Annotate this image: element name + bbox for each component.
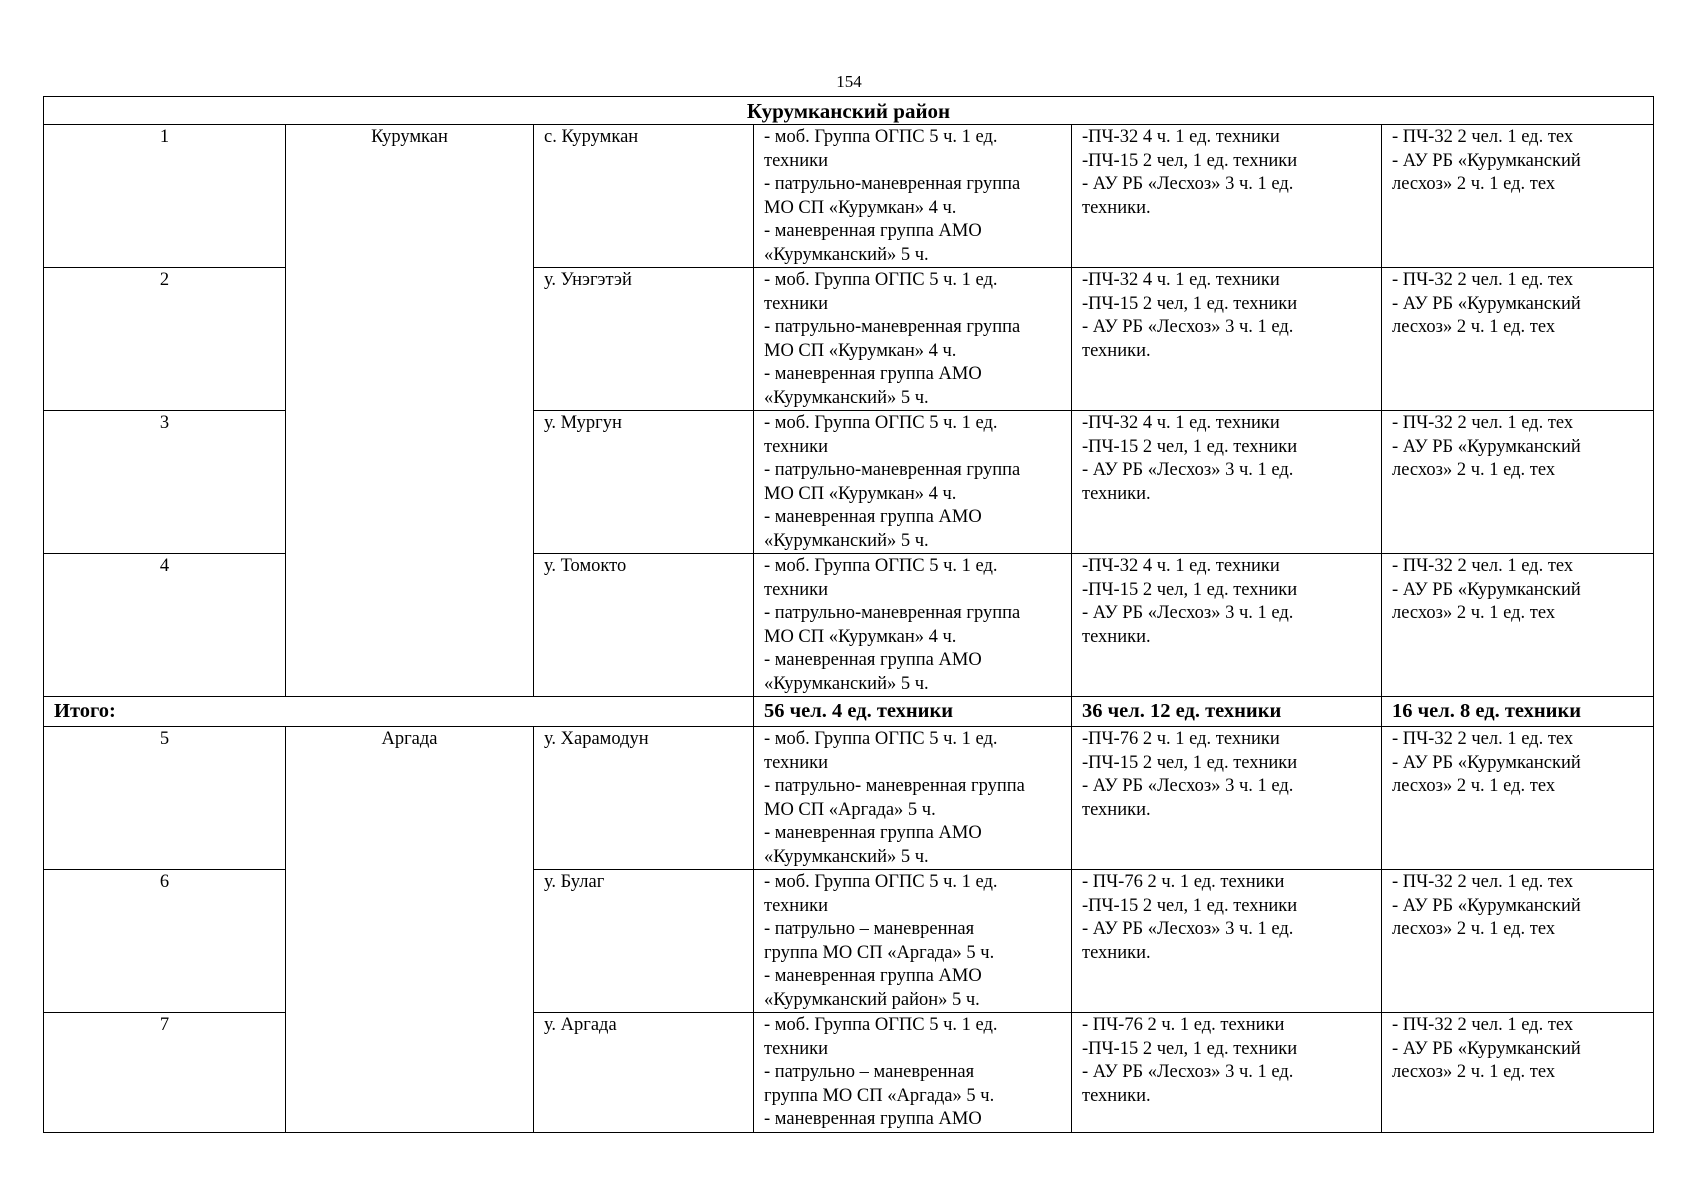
reserve-cell bbox=[1072, 125, 1382, 268]
table-row bbox=[44, 268, 1654, 411]
forces-line: - моб. Группа ОГПС 5 ч. 1 ед. bbox=[764, 729, 998, 749]
extra-line: - АУ РБ «Курумканский bbox=[1392, 752, 1581, 773]
reserve-line: -ПЧ-15 2 чел, 1 ед. техники bbox=[1082, 150, 1298, 171]
table-row bbox=[44, 727, 1654, 870]
reserve-line: - ПЧ-76 2 ч. 1 ед. техники bbox=[1082, 872, 1285, 892]
forces-line: техники bbox=[764, 579, 828, 600]
extra-line: - АУ РБ «Курумканский bbox=[1392, 579, 1581, 600]
reserve-line: - АУ РБ «Лесхоз» 3 ч. 1 ед. bbox=[1082, 460, 1294, 480]
reserve-line: техники. bbox=[1082, 799, 1151, 820]
reserve-line: -ПЧ-76 2 ч. 1 ед. техники bbox=[1082, 729, 1280, 749]
extra-line: лесхоз» 2 ч. 1 ед. тех bbox=[1392, 1062, 1556, 1082]
forces-line: техники bbox=[764, 293, 828, 314]
forces-cell bbox=[754, 125, 1072, 268]
extra-cell bbox=[1382, 1013, 1654, 1133]
locality-cell: с. Курумкан bbox=[534, 125, 754, 268]
extra-line: - АУ РБ «Курумканский bbox=[1392, 436, 1581, 457]
forces-line: «Курумканский» 5 ч. bbox=[764, 244, 929, 265]
forces-line: - маневренная группа АМО bbox=[764, 507, 982, 527]
extra-line: лесхоз» 2 ч. 1 ед. тех bbox=[1392, 776, 1556, 796]
table-row bbox=[44, 870, 1654, 1013]
forces-line: - патрульно – маневренная bbox=[764, 1062, 975, 1082]
reserve-cell bbox=[1072, 411, 1382, 554]
extra-line: - ПЧ-32 2 чел. 1 ед. тех bbox=[1392, 729, 1574, 749]
forces-line: МО СП «Курумкан» 4 ч. bbox=[764, 626, 957, 647]
forces-line: МО СП «Аргада» 5 ч. bbox=[764, 799, 936, 820]
locality-cell: у. Харамодун bbox=[534, 727, 754, 870]
extra-line: - АУ РБ «Курумканский bbox=[1392, 150, 1581, 171]
extra-line: - ПЧ-32 2 чел. 1 ед. тех bbox=[1392, 1015, 1574, 1035]
extra-line: лесхоз» 2 ч. 1 ед. тех bbox=[1392, 317, 1556, 337]
reserve-line: - АУ РБ «Лесхоз» 3 ч. 1 ед. bbox=[1082, 919, 1294, 939]
forces-cell bbox=[754, 554, 1072, 697]
page-number: 154 bbox=[836, 72, 862, 91]
table-row bbox=[44, 411, 1654, 554]
forces-line: «Курумканский» 5 ч. bbox=[764, 846, 929, 867]
row-number: 5 bbox=[44, 727, 286, 870]
forces-line: - моб. Группа ОГПС 5 ч. 1 ед. bbox=[764, 127, 998, 147]
settlement-cell: Аргада bbox=[286, 727, 534, 1133]
forces-line: «Курумканский» 5 ч. bbox=[764, 673, 929, 694]
forces-line: - маневренная группа АМО bbox=[764, 221, 982, 241]
reserve-line: -ПЧ-15 2 чел, 1 ед. техники bbox=[1082, 579, 1298, 600]
reserve-line: - АУ РБ «Лесхоз» 3 ч. 1 ед. bbox=[1082, 603, 1294, 623]
forces-line: - моб. Группа ОГПС 5 ч. 1 ед. bbox=[764, 872, 998, 892]
total-forces: 56 чел. 4 ед. техники bbox=[754, 697, 1072, 727]
forces-line: «Курумканский район» 5 ч. bbox=[764, 989, 980, 1010]
reserve-line: -ПЧ-15 2 чел, 1 ед. техники bbox=[1082, 436, 1298, 457]
reserve-line: техники. bbox=[1082, 197, 1151, 218]
total-label: Итого: bbox=[44, 697, 754, 727]
forces-cell bbox=[754, 1013, 1072, 1133]
forces-line: - патрульно- маневренная группа bbox=[764, 776, 1025, 796]
forces-line: МО СП «Курумкан» 4 ч. bbox=[764, 340, 957, 361]
forces-line: - моб. Группа ОГПС 5 ч. 1 ед. bbox=[764, 556, 998, 576]
extra-line: - ПЧ-32 2 чел. 1 ед. тех bbox=[1392, 127, 1574, 147]
extra-cell bbox=[1382, 411, 1654, 554]
total-row bbox=[44, 697, 1654, 727]
reserve-line: -ПЧ-15 2 чел, 1 ед. техники bbox=[1082, 293, 1298, 314]
total-extra: 16 чел. 8 ед. техники bbox=[1382, 697, 1654, 727]
forces-line: МО СП «Курумкан» 4 ч. bbox=[764, 483, 957, 504]
forces-line: - патрульно-маневренная группа bbox=[764, 603, 1021, 623]
reserve-line: -ПЧ-32 4 ч. 1 ед. техники bbox=[1082, 556, 1280, 576]
forces-line: - патрульно-маневренная группа bbox=[764, 460, 1021, 480]
table-row bbox=[44, 125, 1654, 268]
row-number: 2 bbox=[44, 268, 286, 411]
district-header-row bbox=[44, 97, 1654, 125]
reserve-line: -ПЧ-32 4 ч. 1 ед. техники bbox=[1082, 413, 1280, 433]
extra-line: - ПЧ-32 2 чел. 1 ед. тех bbox=[1392, 556, 1574, 576]
forces-line: - маневренная группа АМО bbox=[764, 364, 982, 384]
total-reserve: 36 чел. 12 ед. техники bbox=[1072, 697, 1382, 727]
forces-line: - патрульно – маневренная bbox=[764, 919, 975, 939]
reserve-line: -ПЧ-32 4 ч. 1 ед. техники bbox=[1082, 270, 1280, 290]
locality-cell: у. Булаг bbox=[534, 870, 754, 1013]
forces-line: - патрульно-маневренная группа bbox=[764, 317, 1021, 337]
reserve-cell bbox=[1072, 870, 1382, 1013]
reserve-line: техники. bbox=[1082, 340, 1151, 361]
extra-line: - АУ РБ «Курумканский bbox=[1392, 293, 1581, 314]
reserve-line: - АУ РБ «Лесхоз» 3 ч. 1 ед. bbox=[1082, 174, 1294, 194]
forces-line: - маневренная группа АМО bbox=[764, 823, 982, 843]
forces-line: - моб. Группа ОГПС 5 ч. 1 ед. bbox=[764, 413, 998, 433]
forces-cell bbox=[754, 727, 1072, 870]
forces-line: - маневренная группа АМО bbox=[764, 1109, 982, 1129]
forces-line: техники bbox=[764, 752, 828, 773]
extra-cell bbox=[1382, 727, 1654, 870]
reserve-line: - АУ РБ «Лесхоз» 3 ч. 1 ед. bbox=[1082, 776, 1294, 796]
row-number: 7 bbox=[44, 1013, 286, 1133]
reserve-line: -ПЧ-15 2 чел, 1 ед. техники bbox=[1082, 752, 1298, 773]
forces-line: - маневренная группа АМО bbox=[764, 650, 982, 670]
reserve-line: техники. bbox=[1082, 626, 1151, 647]
row-number: 4 bbox=[44, 554, 286, 697]
row-number: 3 bbox=[44, 411, 286, 554]
forces-line: «Курумканский» 5 ч. bbox=[764, 387, 929, 408]
reserve-line: техники. bbox=[1082, 942, 1151, 963]
reserve-line: - АУ РБ «Лесхоз» 3 ч. 1 ед. bbox=[1082, 317, 1294, 337]
extra-line: - ПЧ-32 2 чел. 1 ед. тех bbox=[1392, 270, 1574, 290]
locality-cell: у. Томокто bbox=[534, 554, 754, 697]
reserve-cell bbox=[1072, 268, 1382, 411]
forces-line: - маневренная группа АМО bbox=[764, 966, 982, 986]
reserve-line: -ПЧ-15 2 чел, 1 ед. техники bbox=[1082, 1038, 1298, 1059]
locality-cell: у. Унэгэтэй bbox=[534, 268, 754, 411]
locality-cell: у. Аргада bbox=[534, 1013, 754, 1133]
forces-line: группа МО СП «Аргада» 5 ч. bbox=[764, 942, 995, 963]
reserve-cell bbox=[1072, 727, 1382, 870]
reserve-line: - ПЧ-76 2 ч. 1 ед. техники bbox=[1082, 1015, 1285, 1035]
forces-line: - моб. Группа ОГПС 5 ч. 1 ед. bbox=[764, 1015, 998, 1035]
forces-line: - моб. Группа ОГПС 5 ч. 1 ед. bbox=[764, 270, 998, 290]
forces-line: МО СП «Курумкан» 4 ч. bbox=[764, 197, 957, 218]
extra-line: - АУ РБ «Курумканский bbox=[1392, 1038, 1581, 1059]
settlement-cell: Курумкан bbox=[286, 125, 534, 697]
forces-line: техники bbox=[764, 150, 828, 171]
extra-line: лесхоз» 2 ч. 1 ед. тех bbox=[1392, 174, 1556, 194]
reserve-line: техники. bbox=[1082, 483, 1151, 504]
forces-line: техники bbox=[764, 1038, 828, 1059]
extra-line: лесхоз» 2 ч. 1 ед. тех bbox=[1392, 603, 1556, 623]
forces-line: - патрульно-маневренная группа bbox=[764, 174, 1021, 194]
extra-cell bbox=[1382, 268, 1654, 411]
forces-cell bbox=[754, 411, 1072, 554]
table-row bbox=[44, 554, 1654, 697]
extra-cell bbox=[1382, 554, 1654, 697]
district-title: Курумканский район bbox=[44, 97, 1654, 125]
reserve-line: техники. bbox=[1082, 1085, 1151, 1106]
extra-line: лесхоз» 2 ч. 1 ед. тех bbox=[1392, 919, 1556, 939]
row-number: 6 bbox=[44, 870, 286, 1013]
reserve-line: -ПЧ-15 2 чел, 1 ед. техники bbox=[1082, 895, 1298, 916]
reserve-line: - АУ РБ «Лесхоз» 3 ч. 1 ед. bbox=[1082, 1062, 1294, 1082]
row-number: 1 bbox=[44, 125, 286, 268]
extra-cell bbox=[1382, 125, 1654, 268]
forces-line: «Курумканский» 5 ч. bbox=[764, 530, 929, 551]
forces-table bbox=[43, 96, 1654, 1133]
reserve-line: -ПЧ-32 4 ч. 1 ед. техники bbox=[1082, 127, 1280, 147]
extra-line: - АУ РБ «Курумканский bbox=[1392, 895, 1581, 916]
forces-line: техники bbox=[764, 895, 828, 916]
extra-line: - ПЧ-32 2 чел. 1 ед. тех bbox=[1392, 413, 1574, 433]
extra-line: лесхоз» 2 ч. 1 ед. тех bbox=[1392, 460, 1556, 480]
forces-line: группа МО СП «Аргада» 5 ч. bbox=[764, 1085, 995, 1106]
reserve-cell bbox=[1072, 1013, 1382, 1133]
table-row bbox=[44, 1013, 1654, 1133]
extra-line: - ПЧ-32 2 чел. 1 ед. тех bbox=[1392, 872, 1574, 892]
forces-cell bbox=[754, 870, 1072, 1013]
forces-cell bbox=[754, 268, 1072, 411]
forces-line: техники bbox=[764, 436, 828, 457]
extra-cell bbox=[1382, 870, 1654, 1013]
locality-cell: у. Мургун bbox=[534, 411, 754, 554]
reserve-cell bbox=[1072, 554, 1382, 697]
